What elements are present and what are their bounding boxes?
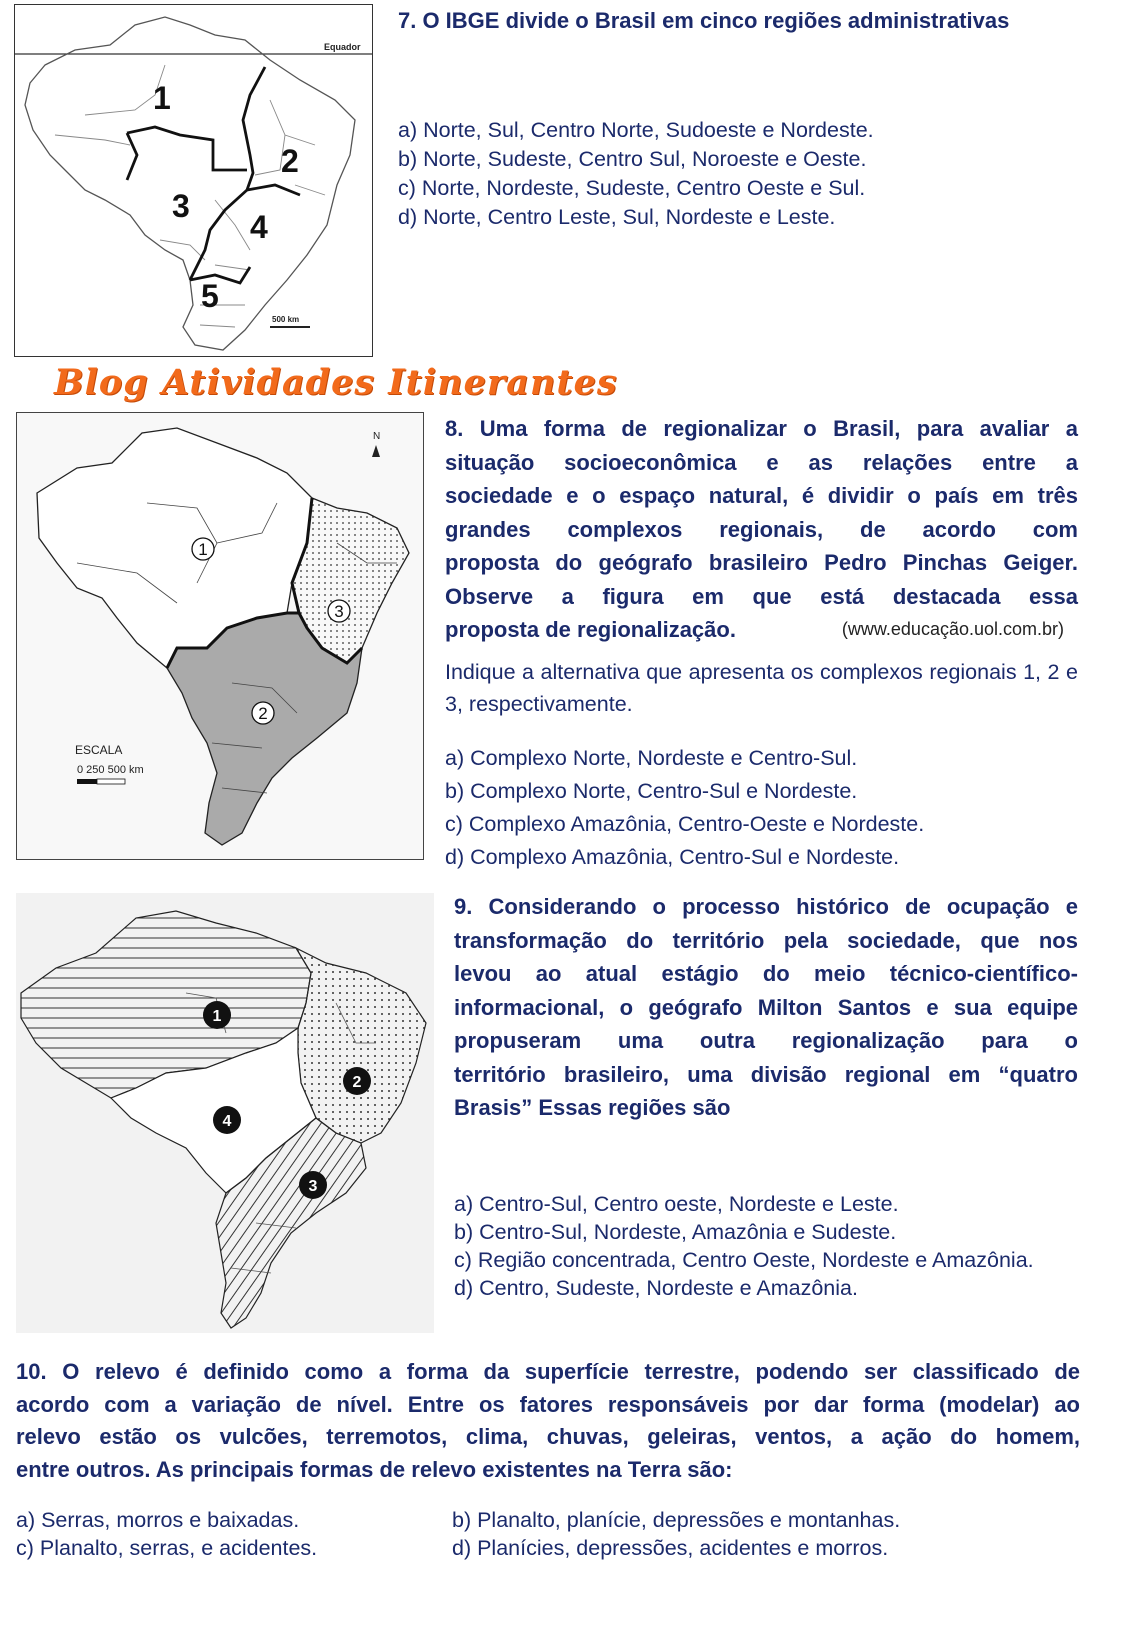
q7-question-title: 7. O IBGE divide o Brasil em cinco regiões administrativas [398, 8, 1010, 33]
q7-option-d[interactable]: d) Norte, Centro Leste, Sul, Nordeste e Leste. [398, 205, 836, 229]
brazil-outline [25, 17, 355, 350]
q8-question-title [445, 412, 1078, 647]
q9-title-last-line: Brasis” Essas regiões são [454, 1095, 731, 1120]
region-number-3: 3 [308, 1178, 318, 1195]
complex-number-2: 2 [258, 704, 268, 723]
q8-prompt: Indique a alternativa que apresenta os complexos regionais 1, 2 e 3, respectivamente. [445, 660, 1078, 716]
q8-option-d[interactable]: d) Complexo Amazônia, Centro-Sul e Nordeste. [445, 845, 900, 869]
q8-title-line: Observe a figura em que está destacada essa [445, 583, 1078, 609]
q9-title-line: levou ao atual estágio do meio técnico-científico- [454, 961, 1078, 986]
region-number-5: 5 [201, 278, 219, 314]
q10-title-line: 10. O relevo é definido como a forma da superfície terrestre, podendo ser classificado de [16, 1359, 1080, 1384]
q9-title-line: território brasileiro, uma divisão regional em “quatro [454, 1061, 1078, 1087]
q10-title-line: acordo com a variação de nível. Entre os fatores responsáveis por dar forma (modelar) ao [16, 1391, 1080, 1417]
q8-title-line: grandes complexos regionais, de acordo com [445, 516, 1078, 542]
q8-geoeconomic-regions-map [16, 412, 424, 860]
complex-number-1: 1 [198, 540, 208, 559]
q7-option-c[interactable]: c) Norte, Nordeste, Sudeste, Centro Oeste e Sul. [398, 176, 866, 200]
q9-title-line: informacional, o geógrafo Milton Santos e sua equipe [454, 994, 1078, 1020]
q8-title-line: 8. Uma forma de regionalizar o Brasil, para avaliar a [445, 416, 1078, 441]
q8-map-drawing [17, 413, 423, 859]
q9-options [454, 1190, 1078, 1302]
q7-option-b[interactable]: b) Norte, Sudeste, Centro Sul, Noroeste e Oeste. [398, 147, 867, 171]
q9-option-d[interactable]: d) Centro, Sudeste, Nordeste e Amazônia. [454, 1276, 858, 1300]
q10-option-d[interactable]: d) Planícies, depressões, acidentes e morros. [452, 1536, 889, 1560]
region-number-1: 1 [153, 80, 171, 116]
scale-bar-white [97, 779, 125, 784]
q8-title-line: proposta do geógrafo brasileiro Pedro Pinchas Geiger. [445, 550, 1078, 575]
q9-title-line: 9. Considerando o processo histórico de ocupação e [454, 894, 1078, 919]
region-number-4: 4 [222, 1113, 232, 1130]
region-number-2: 2 [352, 1074, 362, 1091]
region-number-4: 4 [250, 209, 268, 245]
q8-title-last-line: proposta de regionalização. [445, 617, 736, 642]
q9-question-title [454, 890, 1078, 1125]
q7-brazil-regions-map [14, 4, 373, 357]
q10-question-title [16, 1356, 1080, 1486]
scale-bar-black [77, 779, 97, 784]
scale-label: 500 km [272, 315, 300, 324]
scale-values: 0 250 500 km [77, 764, 144, 776]
q9-option-c[interactable]: c) Região concentrada, Centro Oeste, Nordeste e Amazônia. [454, 1248, 1034, 1272]
region-2-area [296, 948, 426, 1143]
q8-option-b[interactable]: b) Complexo Norte, Centro-Sul e Nordeste. [445, 779, 858, 803]
q10-option-a[interactable]: a) Serras, morros e baixadas. [16, 1508, 300, 1532]
q8-option-c[interactable]: c) Complexo Amazônia, Centro-Oeste e Nordeste. [445, 812, 925, 836]
region-number-3: 3 [172, 188, 190, 224]
q10-option-c[interactable]: c) Planalto, serras, e acidentes. [16, 1536, 318, 1560]
north-arrow-icon [372, 445, 380, 457]
q9-map-drawing [16, 893, 434, 1333]
q9-option-b[interactable]: b) Centro-Sul, Nordeste, Amazônia e Sudeste. [454, 1220, 897, 1244]
q8-source: (www.educação.uol.com.br) [841, 619, 1064, 639]
q8-option-a[interactable]: a) Complexo Norte, Nordeste e Centro-Sul. [445, 746, 858, 770]
q8-title-line: situação socioeconômica e as relações entre a [445, 449, 1078, 475]
q10-title-line: relevo estão os vulcões, terremotos, clima, chuvas, geleiras, ventos, a ação do homem, [16, 1424, 1080, 1449]
equator-label: Equador [324, 42, 361, 52]
north-label: N [373, 431, 381, 442]
q9-option-a[interactable]: a) Centro-Sul, Centro oeste, Nordeste e Leste. [454, 1192, 899, 1216]
q7-option-a[interactable]: a) Norte, Sul, Centro Norte, Sudoeste e Nordeste. [398, 118, 874, 142]
q10-title-last-line: entre outros. As principais formas de relevo existentes na Terra são: [16, 1456, 733, 1482]
region-number-2: 2 [281, 143, 299, 179]
complex-number-3: 3 [334, 602, 344, 621]
q10-option-b[interactable]: b) Planalto, planície, depressões e montanhas. [452, 1508, 901, 1532]
region-number-1: 1 [212, 1008, 222, 1025]
q9-title-line: propuseram uma outra regionalização para o [454, 1028, 1078, 1053]
q9-title-line: transformação do território pela sociedade, que nos [454, 927, 1078, 953]
q9-four-brazils-map [16, 893, 434, 1333]
blog-watermark-title: Blog Atividades Itinerantes [54, 362, 618, 403]
q8-title-line: sociedade e o espaço natural, é dividir o país em três [445, 483, 1078, 508]
state-borders [55, 65, 325, 327]
q7-map-drawing [15, 5, 372, 356]
scale-title: ESCALA [75, 743, 123, 757]
q7-options [398, 116, 1098, 232]
q8-options [445, 742, 1078, 874]
